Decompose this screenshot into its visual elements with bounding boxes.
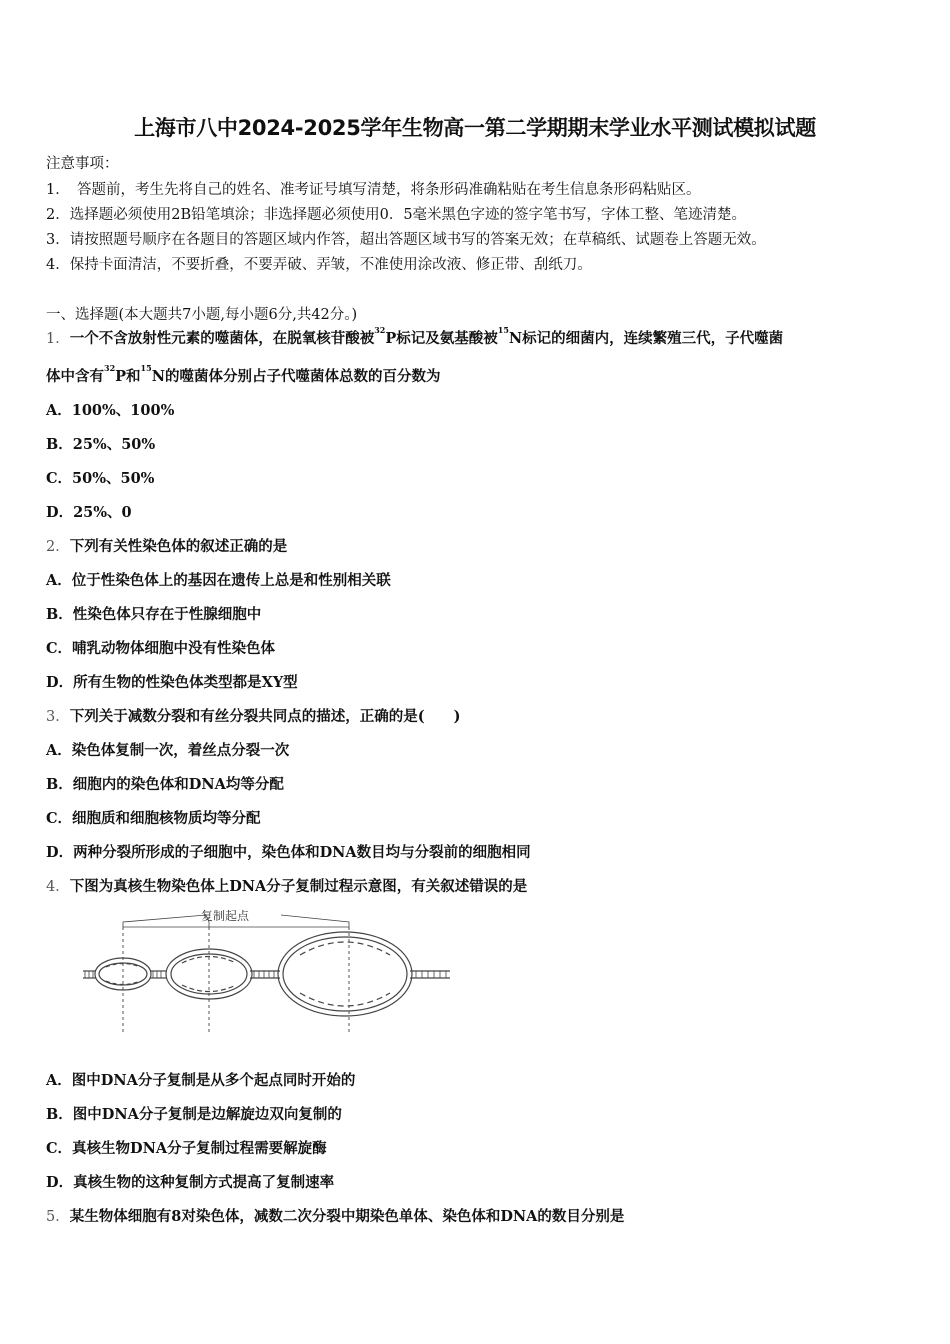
option-a: A．染色体复制一次，着丝点分裂一次 <box>46 742 290 759</box>
option-a: A．100%、100% <box>46 402 175 419</box>
option-c: C．50%、50% <box>46 470 155 487</box>
diagram-label: 复制起点 <box>201 909 250 923</box>
question-number: 1． <box>46 331 70 347</box>
question-number: 3． <box>46 709 70 725</box>
question-number: 4． <box>46 879 70 895</box>
option-d: D．两种分裂所形成的子细胞中，染色体和DNA数目均与分裂前的细胞相同 <box>46 844 531 861</box>
question-4: 4．下图为真核生物染色体上DNA分子复制过程示意图，有关叙述错误的是 <box>46 878 528 895</box>
option-c: C．真核生物DNA分子复制过程需要解旋酶 <box>46 1140 327 1157</box>
option-b: B．图中DNA分子复制是边解旋边双向复制的 <box>46 1106 342 1123</box>
option-d: D．25%、0 <box>46 504 132 521</box>
option-a: A．图中DNA分子复制是从多个起点同时开始的 <box>46 1072 356 1089</box>
option-b: B．性染色体只存在于性腺细胞中 <box>46 606 262 623</box>
option-c: C．细胞质和细胞核物质均等分配 <box>46 810 261 827</box>
option-d: D．真核生物的这种复制方式提高了复制速率 <box>46 1174 335 1191</box>
page-title: 上海市八中2024-2025学年生物高一第二学期期末学业水平测试模拟试题 <box>134 116 816 140</box>
question-3: 3．下列关于减数分裂和有丝分裂共同点的描述，正确的是( ) <box>46 708 461 725</box>
question-number: 2． <box>46 539 70 555</box>
dna-replication-diagram <box>78 905 458 1035</box>
notice-item: 1． 答题前，考生先将自己的姓名、准考证号填写清楚，将条形码准确粘贴在考生信息条形码粘贴区。 <box>46 182 701 198</box>
option-d: D．所有生物的性染色体类型都是XY型 <box>46 674 298 691</box>
question-5: 5．某生物体细胞有8对染色体，减数二次分裂中期染色单体、染色体和DNA的数目分别是 <box>46 1208 625 1225</box>
question-2: 2．下列有关性染色体的叙述正确的是 <box>46 538 288 555</box>
option-b: B．细胞内的染色体和DNA均等分配 <box>46 776 284 793</box>
option-c: C．哺乳动物体细胞中没有性染色体 <box>46 640 276 657</box>
question-number: 5． <box>46 1209 70 1225</box>
notice-item: 2．选择题必须使用2B铅笔填涂；非选择题必须使用0．5毫米黑色字迹的签字笔书写，字体工整、笔迹清楚。 <box>46 207 747 223</box>
section-heading: 一、选择题(本大题共7小题,每小题6分,共42分。) <box>46 307 358 323</box>
option-b: B．25%、50% <box>46 436 156 453</box>
notice-heading: 注意事项： <box>46 156 119 172</box>
question-1-line-1: 1．一个不含放射性元素的噬菌体，在脱氧核苷酸被$^{32}$P标记及氨基酸被$^{15}$N标记的细菌内，连续繁殖三代，子代噬菌 <box>46 325 784 347</box>
notice-item: 3．请按照题号顺序在各题目的答题区域内作答，超出答题区域书写的答案无效；在草稿纸、试题卷上答题无效。 <box>46 232 766 248</box>
question-1-line-2: 体中含有$^{32}$P和$^{15}$N的噬菌体分别占子代噬菌体总数的百分数为 <box>46 363 441 385</box>
notice-item: 4．保持卡面清洁，不要折叠，不要弄破、弄皱，不准使用涂改液、修正带、刮纸刀。 <box>46 257 592 273</box>
option-a: A．位于性染色体上的基因在遗传上总是和性别相关联 <box>46 572 391 589</box>
